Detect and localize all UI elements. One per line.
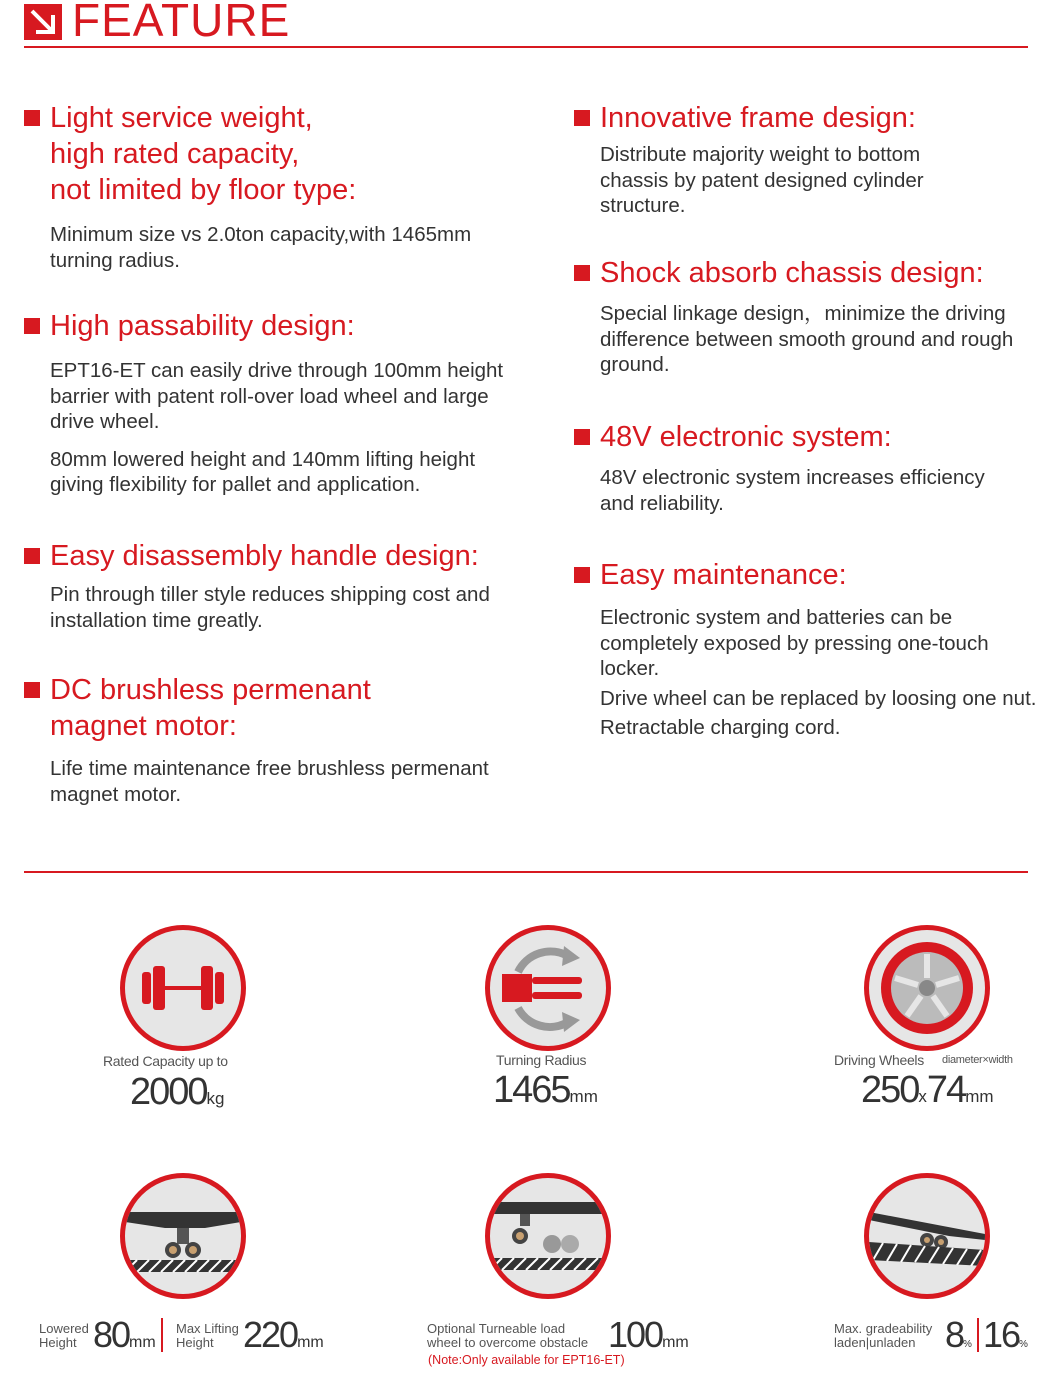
bullet-square (24, 318, 40, 334)
feature-handle (24, 538, 524, 645)
wheels-width: 74 (926, 1069, 966, 1111)
obstacle-label (427, 1322, 588, 1350)
feature-text: Electronic system and batteries can be completely exposed by pressing one-touch locker. (600, 606, 989, 680)
page-title: FEATURE (72, 0, 291, 46)
lifting-label-2: Height (176, 1335, 214, 1350)
feature-text: Minimum size vs 2.0ton capacity,with 1465mm turning radius. (50, 223, 472, 272)
obstacle-unit: mm (662, 1334, 689, 1351)
gradeability-icon (864, 1173, 990, 1299)
feature-text: Distribute majority weight to bottom chassis by patent designed cylinder structure. (600, 143, 924, 217)
grade-laden-number: 8 (945, 1314, 964, 1355)
obstacle-icon (485, 1173, 611, 1299)
bullet-square (24, 682, 40, 698)
spec-separator (161, 1318, 163, 1352)
grade-label-2: laden|unladen (834, 1335, 916, 1350)
grade-unladen (983, 1314, 1028, 1356)
grade-laden (945, 1314, 972, 1356)
feature-title: Light service weight, (50, 102, 313, 134)
feature-title: Shock absorb chassis design: (600, 257, 984, 289)
turning-unit: mm (569, 1087, 598, 1106)
lowered-label-1: Lowered (39, 1321, 89, 1336)
bullet-square (574, 567, 590, 583)
feature-light-weight (24, 100, 494, 285)
bullet-square (24, 548, 40, 564)
turning-number: 1465 (493, 1069, 570, 1111)
grade-separator (977, 1318, 979, 1352)
lifting-label-1: Max Lifting (176, 1321, 239, 1336)
lifting-value (243, 1314, 324, 1356)
header-divider (24, 46, 1028, 48)
lowered-label (39, 1322, 89, 1350)
wheels-sublabel: diameter×width (942, 1054, 1013, 1066)
turning-label: Turning Radius (496, 1052, 587, 1068)
capacity-unit: kg (206, 1089, 225, 1108)
grade-label-1: Max. gradeability (834, 1321, 933, 1336)
feature-shock (574, 255, 1044, 390)
grade-laden-unit: % (963, 1339, 972, 1350)
bullet-square (574, 265, 590, 281)
lifting-label (176, 1322, 239, 1350)
capacity-number: 2000 (130, 1071, 207, 1113)
capacity-label: Rated Capacity up to (103, 1053, 228, 1069)
wheels-sep: x (918, 1087, 927, 1106)
feature-text: Pin through tiller style reduces shipping cost and installation time greatly. (50, 583, 490, 632)
lowered-number: 80 (93, 1314, 130, 1355)
obstacle-note: (Note:Only available for EPT16-ET) (428, 1353, 625, 1367)
obstacle-label-1: Optional Turneable load (427, 1321, 566, 1336)
feature-motor (24, 672, 524, 819)
feature-title: 48V electronic system: (600, 421, 892, 453)
feature-maintenance (574, 557, 1044, 745)
feature-title: Innovative frame design: (600, 102, 916, 134)
lowered-label-2: Height (39, 1335, 77, 1350)
feature-text: 80mm lowered height and 140mm lifting height giving flexibility for pallet and application. (50, 447, 476, 496)
obstacle-number: 100 (608, 1314, 663, 1355)
wheels-value (861, 1069, 994, 1112)
feature-passability (24, 308, 524, 510)
capacity-icon (120, 925, 246, 1051)
capacity-value (130, 1071, 225, 1114)
feature-text: 48V electronic system increases efficiency and reliability. (600, 466, 985, 515)
wheels-label: Driving Wheels (834, 1052, 924, 1068)
turning-radius-icon (485, 925, 611, 1051)
grade-unladen-unit: % (1019, 1339, 1028, 1350)
feature-frame (574, 100, 1044, 231)
lifting-number: 220 (243, 1314, 298, 1355)
feature-title: Easy maintenance: (600, 559, 847, 591)
feature-title: high rated capacity, (50, 138, 300, 170)
lowered-unit: mm (129, 1334, 156, 1351)
feature-title: DC brushless permenant (50, 674, 371, 706)
bullet-square (574, 110, 590, 126)
lowered-value (93, 1314, 156, 1356)
lowered-height-icon (120, 1173, 246, 1299)
section-divider (24, 871, 1028, 873)
feature-text: Life time maintenance free brushless permenant magnet motor. (50, 757, 489, 806)
bullet-square (24, 110, 40, 126)
wheels-diameter: 250 (861, 1069, 919, 1111)
obstacle-value (608, 1314, 689, 1356)
feature-title: magnet motor: (50, 710, 237, 742)
feature-title: Easy disassembly handle design: (50, 540, 479, 572)
grade-unladen-number: 16 (983, 1314, 1020, 1355)
grade-label (834, 1322, 932, 1350)
bullet-square (574, 429, 590, 445)
wheels-unit: mm (965, 1087, 994, 1106)
feature-arrow-icon (24, 4, 62, 40)
feature-title: High passability design: (50, 310, 355, 342)
feature-title: not limited by floor type: (50, 174, 357, 206)
feature-text: Drive wheel can be replaced by loosing one nut. (600, 686, 1037, 710)
obstacle-label-2: wheel to overcome obstacle (427, 1335, 589, 1350)
turning-value (493, 1069, 598, 1112)
feature-48v (574, 419, 1044, 528)
feature-text: Special linkage design，minimize the driving difference between smooth ground and rough ground. (600, 302, 1014, 376)
feature-text: Retractable charging cord. (600, 716, 841, 739)
feature-text: EPT16-ET can easily drive through 100mm height barrier with patent roll-over load wheel and large drive wheel. (50, 359, 504, 433)
wheel-icon (864, 925, 990, 1051)
lifting-unit: mm (297, 1334, 324, 1351)
